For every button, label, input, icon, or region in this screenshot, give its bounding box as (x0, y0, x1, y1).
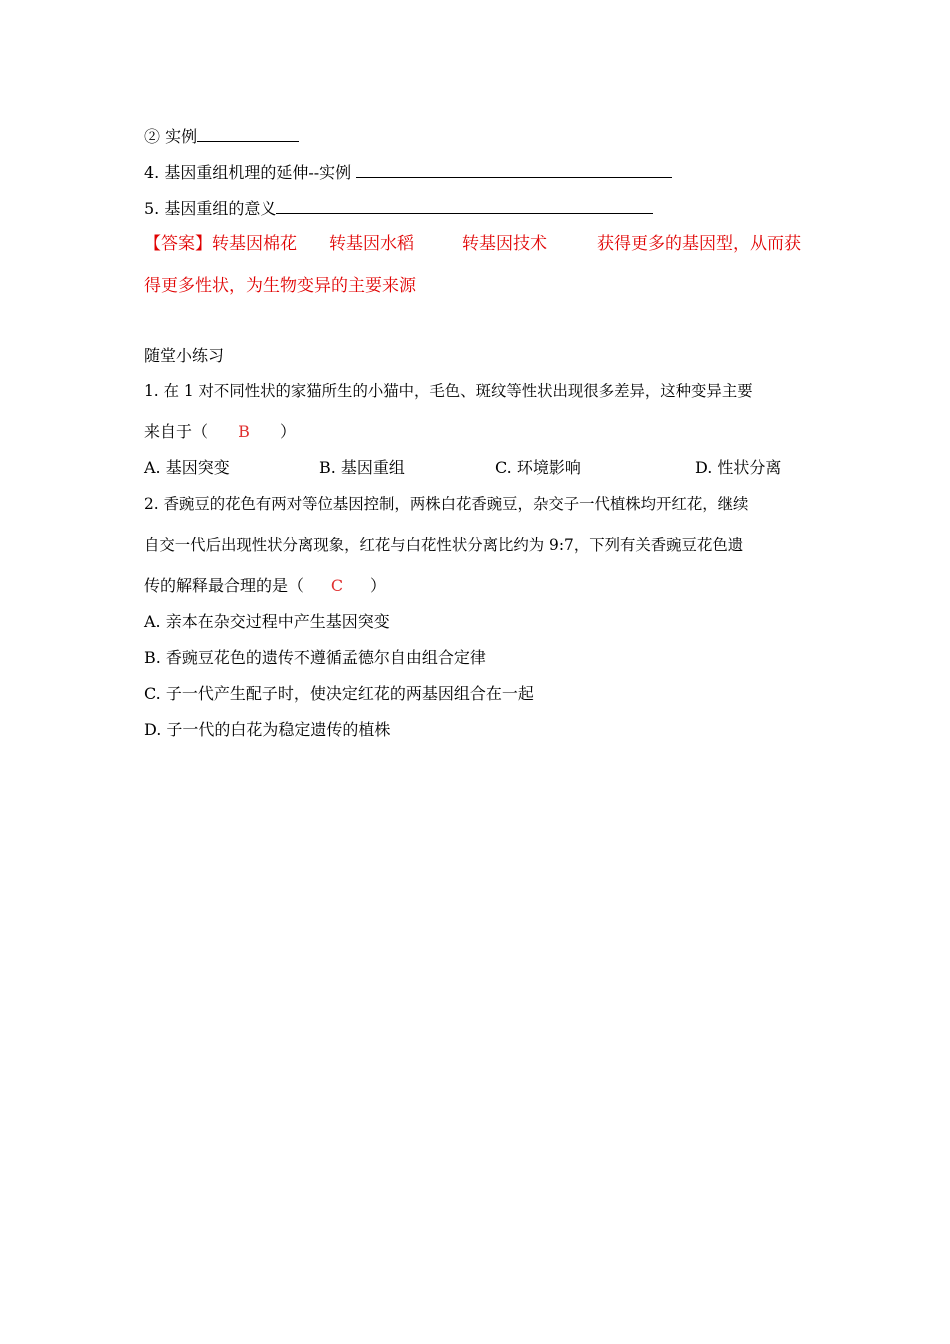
practice-heading: 随堂小练习 (144, 346, 225, 365)
answer-continuation: 得更多性状，为生物变异的主要来源 (144, 276, 416, 296)
answer-tag: 【答案】 (144, 234, 212, 254)
q1-line-1: 1. 在 1 对不同性状的家猫所生的小猫中，毛色、斑纹等性状出现很多差异，这种变异主要 (144, 382, 753, 400)
answer-part-3: 转基因技术 (462, 234, 547, 254)
fill-item-example (144, 127, 299, 147)
answer-part-2: 转基因水稻 (329, 234, 414, 254)
q2-option-c: C. 子一代产生配子时，使决定红花的两基因组合在一起 (144, 684, 534, 703)
fill-item-5 (144, 199, 653, 219)
q1-option-c: C. 环境影响 (495, 458, 581, 477)
fill-item-label: 5. 基因重组的意义 (144, 199, 277, 218)
q1-stem-prefix: 来自于（ (144, 422, 209, 441)
q1-stem-suffix: ） (280, 422, 297, 441)
q2-answer: C (330, 576, 344, 595)
q2-option-b: B. 香豌豆花色的遗传不遵循孟德尔自由组合定律 (144, 648, 486, 667)
q2-line-2: 自交一代后出现性状分离现象，红花与白花性状分离比约为 9:7，下列有关香豌豆花色遗 (144, 536, 744, 554)
answer-blank (197, 127, 299, 142)
q2-line-1: 2. 香豌豆的花色有两对等位基因控制，两株白花香豌豆，杂交子一代植株均开红花，继续 (144, 495, 749, 513)
fill-item-label: ② 实例 (144, 127, 198, 146)
q1-option-b: B. 基因重组 (319, 458, 405, 477)
q1-answer: B (238, 422, 250, 441)
answer-line (144, 234, 297, 254)
q1-option-d: D. 性状分离 (695, 458, 782, 477)
q1-line-2 (144, 422, 296, 442)
q2-option-d: D. 子一代的白花为稳定遗传的植株 (144, 720, 391, 739)
q2-stem-prefix: 传的解释最合理的是（ (144, 576, 305, 595)
q2-line-3 (144, 576, 386, 596)
q1-option-a: A. 基因突变 (144, 458, 230, 477)
answer-blank (356, 163, 672, 178)
answer-part: 转基因棉花 (212, 234, 297, 254)
q2-stem-suffix: ） (370, 576, 387, 595)
answer-blank (276, 199, 653, 214)
q2-option-a: A. 亲本在杂交过程中产生基因突变 (144, 612, 390, 631)
fill-item-4 (144, 163, 672, 183)
answer-part-4: 获得更多的基因型，从而获 (597, 234, 801, 254)
fill-item-label: 4. 基因重组机理的延伸--实例 (144, 163, 357, 182)
